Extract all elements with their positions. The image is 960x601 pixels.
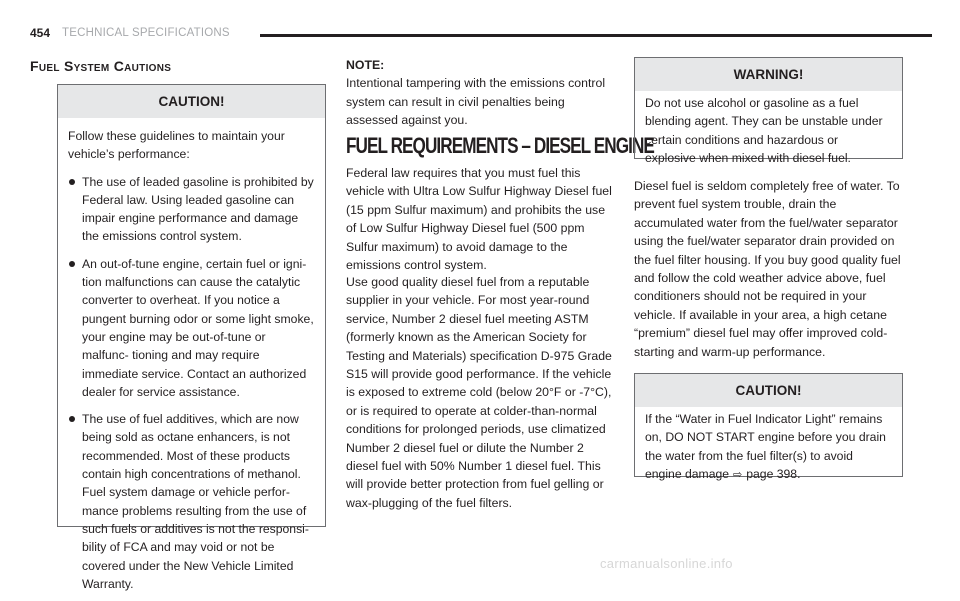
note-text: Intentional tampering with the emissions control system can result in civil penalties being assessed against you. [346, 76, 606, 128]
warning-box [634, 57, 903, 165]
page-ref-arrow-icon: ⇨ [733, 468, 743, 481]
watermark: carmanualsonline.info [600, 556, 733, 571]
fuel-requirements-para-1: Federal law requires that you must fuel this vehicle with Ultra Low Sulfur Highway Diesel fuel (15 ppm Sulfur maximum) and prohibits the use of Low Sulfur Highway Diesel fuel (500 ppm Sulfur maximum) to avoid damage to the emissions control system. [346, 166, 612, 273]
caution-heading: CAUTION! [58, 85, 325, 118]
caution-body-right [635, 407, 902, 492]
fuel-requirements-title: FUEL REQUIREMENTS – DIESEL ENGINE [346, 133, 654, 158]
water-in-fuel-para: Diesel fuel is seldom completely free of water. To prevent fuel system trouble, drain the accumulated water from the fuel/water separator using the fuel/water separator drain provided on the fuel filter housing. If you buy good quality fuel and follow the cold weather advice above, fuel conditioners should not be required in your vehicle. If available in your area, a high cetane “premium” diesel fuel may offer improved cold-starting and warm-up performance. [634, 179, 901, 359]
page-header [30, 26, 905, 44]
caution-body [58, 118, 325, 601]
fuel-requirements-para-2: Use good quality diesel fuel from a reputable supplier in your vehicle. For most year-round service, Number 2 diesel fuel meeting ASTM (formerly known as the American Society for Testing and Materials) specification D-975 Grade S15 will provide good performance. If the vehicle is exposed to extreme cold (below 20°F or -7°C), or is required to operate at colder-than-normal conditions for prolonged periods, use climatized Number 2 diesel fuel or dilute the Number 2 diesel fuel with 50% Number 1 diesel fuel. This will provide better protection from fuel gelling or wax-plugging of the fuel filters. [346, 275, 612, 510]
warning-body: Do not use alcohol or gasoline as a fuel blending agent. They can be unstable under certain conditions and hazardous or explosive when mixed with diesel fuel. [645, 96, 883, 165]
caution-box-left [57, 84, 326, 591]
caution-intro: Follow these guidelines to maintain your vehicle’s performance: [68, 129, 285, 162]
section-title: TECHNICAL SPECIFICATIONS [62, 27, 230, 39]
note-label: NOTE: [346, 58, 385, 72]
fuel-system-cautions-title: Fuel System Cautions [30, 58, 172, 74]
caution-box-right [634, 373, 903, 481]
caution-bullet: The use of fuel additives, which are now being sold as octane enhancers, is not recommended. Most of these products contain high concentrations of methanol. Fuel system damage or vehicle perfor- mance problems resulting from the use of such fuels or additives is not the responsi- bility of FCA and may void or not be covered under the New Vehicle Limited Warranty. [68, 410, 315, 593]
page-number: 454 [30, 26, 51, 40]
caution-bullet: The use of leaded gasoline is prohibited by Federal law. Using leaded gasoline can impair engine performance and damage the emissions control system. [68, 173, 315, 246]
caution-bullet: An out-of-tune engine, certain fuel or igni- tion malfunctions can cause the catalytic converter to overheat. If you notice a pungent burning odor or some light smoke, your engine may be out-of-tune or malfunc- tioning and may require immediate service. Contact an authorized dealer for service assistance. [68, 255, 315, 401]
note-block [346, 56, 618, 130]
caution-heading-right: CAUTION! [635, 374, 902, 407]
header-rule [260, 34, 932, 37]
page-ref-link[interactable]: page 398. [746, 466, 801, 481]
warning-heading: WARNING! [635, 58, 902, 91]
caution-text-right: If the “Water in Fuel Indicator Light” remains on, DO NOT START engine before you drain the water from the fuel filter(s) to avoid engine damage [645, 412, 886, 481]
